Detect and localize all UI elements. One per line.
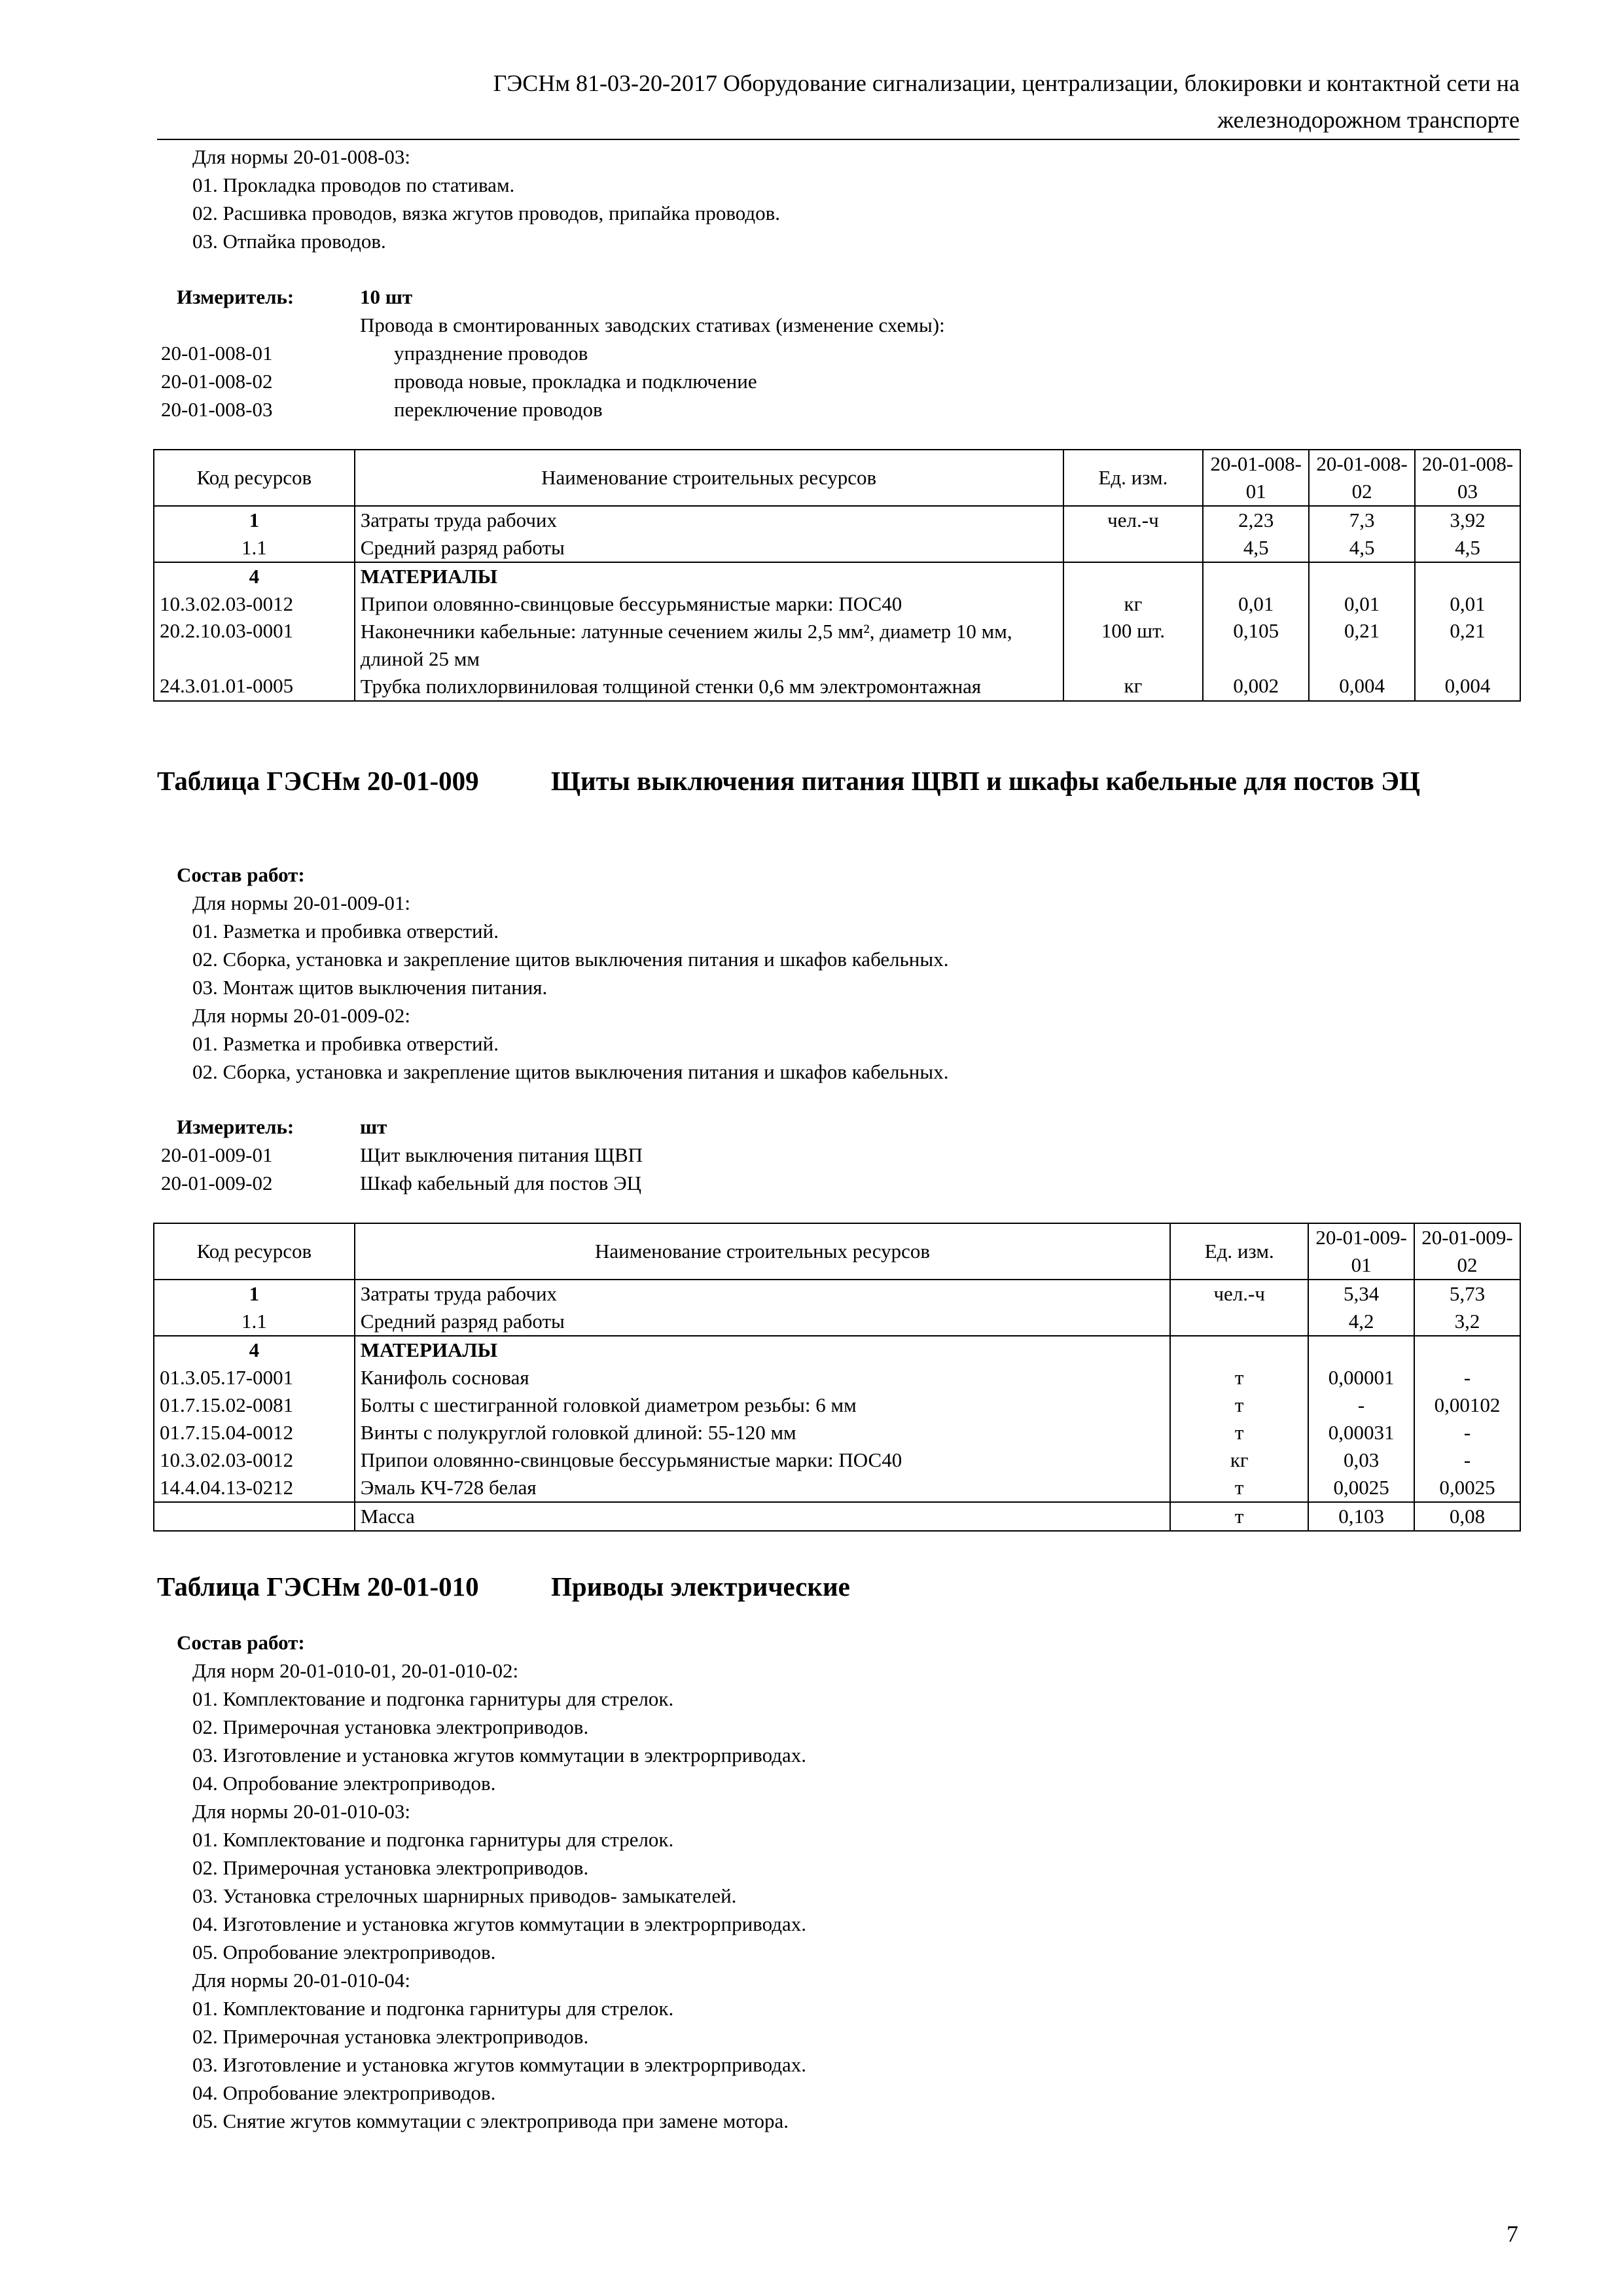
header-norm-2: 20-01-009-02 (1414, 1223, 1520, 1280)
norm-code: 20-01-008-02 (161, 370, 273, 393)
composition-line: 04. Изготовление и установка жгутов коммутации в электрорприводах. (192, 1912, 806, 1935)
resources-table-009 (153, 1223, 1521, 1532)
header-name: Наименование строительных ресурсов (355, 1223, 1171, 1280)
resource-unit: т (1170, 1419, 1308, 1446)
resource-unit: т (1170, 1391, 1308, 1419)
resource-code: 01.7.15.04-0012 (154, 1419, 355, 1446)
composition-line: Для нормы 20-01-009-02: (192, 1004, 411, 1027)
table-row (154, 1336, 1520, 1364)
resource-name: Затраты труда рабочих (355, 1280, 1171, 1308)
header-unit: Ед. изм. (1063, 450, 1204, 506)
work-step: 01. Прокладка проводов по стативам. (192, 173, 515, 196)
resource-value: 7,3 (1309, 506, 1415, 534)
resource-code: 10.3.02.03-0012 (154, 1446, 355, 1474)
resource-unit (1170, 1336, 1308, 1364)
resource-name: Средний разряд работы (355, 1308, 1171, 1336)
work-step: 02. Расшивка проводов, вязка жгутов проводов, припайка проводов. (192, 202, 781, 224)
composition-label: Состав работ: (177, 863, 305, 886)
composition-line: Для норм 20-01-010-01, 20-01-010-02: (192, 1659, 519, 1682)
resource-value: 0,0025 (1414, 1474, 1520, 1502)
norm-description: Шкаф кабельный для постов ЭЦ (360, 1172, 642, 1194)
composition-line: 02. Примерочная установка электроприводов. (192, 1715, 589, 1738)
resource-code: 1.1 (154, 534, 355, 562)
resource-name: Эмаль КЧ-728 белая (355, 1474, 1171, 1502)
table-row (154, 1364, 1520, 1391)
resource-value: 0,004 (1415, 673, 1520, 701)
resource-unit (1063, 534, 1204, 562)
table-title-code: Таблица ГЭСНм 20-01-009 (157, 766, 479, 796)
table-row (154, 1391, 1520, 1419)
table-header-row (154, 1223, 1520, 1280)
composition-line: Для нормы 20-01-009-01: (192, 891, 411, 914)
composition-line: 02. Сборка, установка и закрепление щитов выключения питания и шкафов кабельных. (192, 1060, 949, 1083)
resource-code: 10.3.02.03-0012 (154, 590, 355, 618)
norm-code: 20-01-009-02 (161, 1172, 273, 1194)
resource-value: 0,00001 (1308, 1364, 1414, 1391)
resource-value: 3,92 (1415, 506, 1520, 534)
resource-value: 3,2 (1414, 1308, 1520, 1336)
header-name: Наименование строительных ресурсов (355, 450, 1063, 506)
resource-name: МАТЕРИАЛЫ (355, 562, 1063, 590)
resource-name: Припои оловянно-свинцовые бессурьмянистые марки: ПОС40 (355, 590, 1063, 618)
header-rule (157, 139, 1520, 140)
table-row-mass (154, 1502, 1520, 1531)
composition-line: 02. Сборка, установка и закрепление щитов выключения питания и шкафов кабельных. (192, 948, 949, 971)
table-row (154, 1308, 1520, 1336)
resource-unit: чел.-ч (1170, 1280, 1308, 1308)
composition-line: 02. Примерочная установка электроприводов. (192, 2025, 589, 2048)
resource-name: Средний разряд работы (355, 534, 1063, 562)
composition-label: Состав работ: (177, 1631, 305, 1654)
resource-unit: т (1170, 1502, 1308, 1531)
composition-line: 01. Комплектование и подгонка гарнитуры для стрелок. (192, 1997, 674, 2020)
resource-name: Трубка полихлорвиниловая толщиной стенки 0,6 мм электромонтажная (355, 673, 1063, 701)
norm-description: упразднение проводов (394, 342, 588, 365)
running-header-line2: железнодорожном транспорте (1217, 107, 1520, 133)
table-row (154, 1419, 1520, 1446)
resource-name: Припои оловянно-свинцовые бессурьмянистые марки: ПОС40 (355, 1446, 1171, 1474)
resource-value (1309, 562, 1415, 590)
resource-value: 0,0025 (1308, 1474, 1414, 1502)
resource-unit: кг (1063, 590, 1204, 618)
resource-code: 1 (154, 1280, 355, 1308)
resource-unit: кг (1170, 1446, 1308, 1474)
composition-line: 05. Опробование электроприводов. (192, 1941, 496, 1964)
composition-line: Для нормы 20-01-010-03: (192, 1800, 411, 1823)
work-step: 03. Отпайка проводов. (192, 230, 386, 253)
resource-unit: т (1170, 1364, 1308, 1391)
composition-line: 02. Примерочная установка электроприводов. (192, 1856, 589, 1879)
meter-value: 10 шт (360, 285, 413, 308)
composition-line: 04. Опробование электроприводов. (192, 1772, 496, 1795)
composition-line: 01. Разметка и пробивка отверстий. (192, 920, 499, 942)
resource-value (1415, 562, 1520, 590)
table-row (154, 673, 1520, 701)
resource-value: - (1414, 1364, 1520, 1391)
composition-line: 04. Опробование электроприводов. (192, 2081, 496, 2104)
header-unit: Ед. изм. (1170, 1223, 1308, 1280)
resource-value (1203, 562, 1309, 590)
table-row (154, 1474, 1520, 1502)
table-row (154, 618, 1520, 673)
resource-code: 4 (154, 562, 355, 590)
resource-name: Наконечники кабельные: латунные сечением жилы 2,5 мм², диаметр 10 мм, длиной 25 мм (355, 618, 1063, 673)
resource-value: 4,5 (1203, 534, 1309, 562)
resource-value: 5,73 (1414, 1280, 1520, 1308)
composition-line: 01. Комплектование и подгонка гарнитуры для стрелок. (192, 1828, 674, 1851)
table-title-code: Таблица ГЭСНм 20-01-010 (157, 1571, 479, 1602)
table-row (154, 1280, 1520, 1308)
resource-value: 4,5 (1309, 534, 1415, 562)
norm-code: 20-01-008-01 (161, 342, 273, 365)
composition-line: 01. Разметка и пробивка отверстий. (192, 1032, 499, 1055)
table-header-row (154, 450, 1520, 506)
table-title-name: Щиты выключения питания ЩВП и шкафы кабельные для постов ЭЦ (551, 766, 1420, 796)
meter-description: Провода в смонтированных заводских стативах (изменение схемы): (360, 314, 945, 336)
running-header-line1: ГЭСНм 81-03-20-2017 Оборудование сигнализации, централизации, блокировки и контактной сети на (493, 70, 1520, 96)
resource-value: 2,23 (1203, 506, 1309, 534)
resource-value: 0,004 (1309, 673, 1415, 701)
header-code: Код ресурсов (154, 1223, 355, 1280)
header-norm-1: 20-01-008-01 (1203, 450, 1309, 506)
norm-description: провода новые, прокладка и подключение (394, 370, 757, 393)
resource-value: 0,002 (1203, 673, 1309, 701)
page-number: 7 (1507, 2221, 1518, 2247)
resource-value: - (1308, 1391, 1414, 1419)
meter-value: шт (360, 1115, 387, 1138)
resource-code: 14.4.04.13-0212 (154, 1474, 355, 1502)
table-title-name: Приводы электрические (551, 1571, 850, 1602)
composition-line: 03. Изготовление и установка жгутов коммутации в электрорприводах. (192, 2053, 806, 2076)
table-row (154, 590, 1520, 618)
resource-code: 4 (154, 1336, 355, 1364)
resource-code: 24.3.01.01-0005 (154, 673, 355, 701)
resource-name: Канифоль сосновая (355, 1364, 1171, 1391)
resource-value: 4,2 (1308, 1308, 1414, 1336)
table-row (154, 1446, 1520, 1474)
resource-value: 0,103 (1308, 1502, 1414, 1531)
resource-code: 20.2.10.03-0001 (154, 618, 355, 673)
resource-unit: кг (1063, 673, 1204, 701)
resource-value: 0,21 (1309, 618, 1415, 673)
resource-value: - (1414, 1419, 1520, 1446)
resource-value: 0,105 (1203, 618, 1309, 673)
resource-value: 0,03 (1308, 1446, 1414, 1474)
resource-value: 0,00102 (1414, 1391, 1520, 1419)
resource-unit (1170, 1308, 1308, 1336)
resource-name: Болты с шестигранной головкой диаметром резьбы: 6 мм (355, 1391, 1171, 1419)
resource-name: МАТЕРИАЛЫ (355, 1336, 1171, 1364)
resources-table-008 (153, 449, 1521, 702)
meter-label: Измеритель: (177, 1115, 294, 1138)
meter-label: Измеритель: (177, 285, 294, 308)
resource-code: 1.1 (154, 1308, 355, 1336)
resource-value (1308, 1336, 1414, 1364)
header-norm-2: 20-01-008-02 (1309, 450, 1415, 506)
resource-value: - (1414, 1446, 1520, 1474)
resource-unit: 100 шт. (1063, 618, 1204, 673)
resource-value: 0,08 (1414, 1502, 1520, 1531)
resource-unit: т (1170, 1474, 1308, 1502)
resource-value (1414, 1336, 1520, 1364)
resource-value: 0,01 (1415, 590, 1520, 618)
resource-name: Затраты труда рабочих (355, 506, 1063, 534)
resource-value: 0,01 (1309, 590, 1415, 618)
resource-name: Винты с полукруглой головкой длиной: 55-120 мм (355, 1419, 1171, 1446)
resource-code (154, 1502, 355, 1531)
composition-line: 03. Установка стрелочных шарнирных приводов- замыкателей. (192, 1884, 737, 1907)
resource-code: 1 (154, 506, 355, 534)
resource-unit: чел.-ч (1063, 506, 1204, 534)
norm-label: Для нормы 20-01-008-03: (192, 145, 411, 168)
resource-value: 0,01 (1203, 590, 1309, 618)
resource-value: 5,34 (1308, 1280, 1414, 1308)
composition-line: 03. Изготовление и установка жгутов коммутации в электрорприводах. (192, 1744, 806, 1767)
table-row (154, 562, 1520, 590)
resource-value: 0,21 (1415, 618, 1520, 673)
header-code: Код ресурсов (154, 450, 355, 506)
header-norm-1: 20-01-009-01 (1308, 1223, 1414, 1280)
table-row (154, 534, 1520, 562)
resource-unit (1063, 562, 1204, 590)
norm-description: переключение проводов (394, 398, 603, 421)
norm-code: 20-01-008-03 (161, 398, 273, 421)
composition-line: Для нормы 20-01-010-04: (192, 1969, 411, 1992)
resource-code: 01.3.05.17-0001 (154, 1364, 355, 1391)
composition-line: 01. Комплектование и подгонка гарнитуры для стрелок. (192, 1687, 674, 1710)
norm-code: 20-01-009-01 (161, 1143, 273, 1166)
resource-name: Масса (355, 1502, 1171, 1531)
header-norm-3: 20-01-008-03 (1415, 450, 1520, 506)
resource-value: 0,00031 (1308, 1419, 1414, 1446)
resource-code: 01.7.15.02-0081 (154, 1391, 355, 1419)
norm-description: Щит выключения питания ЩВП (360, 1143, 643, 1166)
composition-line: 03. Монтаж щитов выключения питания. (192, 976, 548, 999)
table-row (154, 506, 1520, 534)
composition-line: 05. Снятие жгутов коммутации с электропривода при замене мотора. (192, 2109, 789, 2132)
resource-value: 4,5 (1415, 534, 1520, 562)
